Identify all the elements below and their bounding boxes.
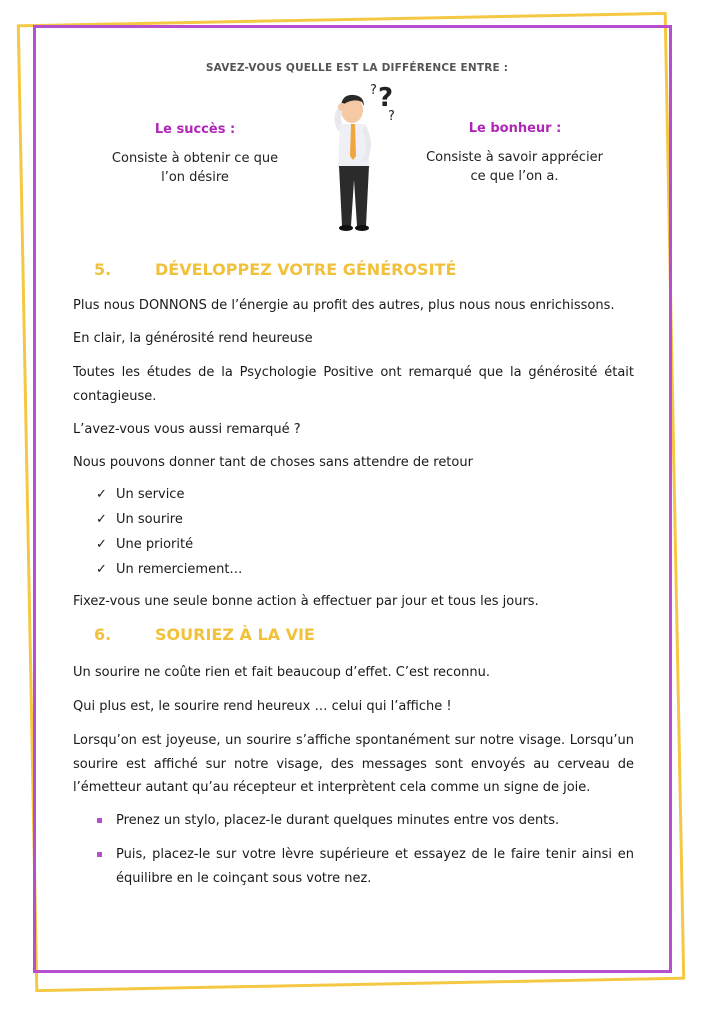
happiness-text xyxy=(412,148,617,186)
check-icon: ✓ xyxy=(96,512,107,527)
bullet-item-text: Prenez un stylo, placez-le durant quelques minutes entre vos dents. xyxy=(116,813,560,828)
success-text xyxy=(95,149,295,187)
check-item-label: Un sourire xyxy=(116,512,183,527)
section-5-heading xyxy=(94,260,456,279)
check-item-label: Un remerciement… xyxy=(116,562,243,577)
paragraph-4: L’avez-vous vous aussi remarqué ? xyxy=(73,422,301,437)
check-item xyxy=(96,508,634,532)
paragraph-1: Plus nous DONNONS de l’énergie au profit des autres, plus nous nous enrichissons. xyxy=(73,298,615,313)
check-item xyxy=(96,483,634,507)
svg-text:?: ? xyxy=(378,83,394,113)
check-icon: ✓ xyxy=(96,487,107,502)
happiness-line-2: ce que l’on a. xyxy=(470,169,559,184)
check-icon: ✓ xyxy=(96,537,107,552)
bullet-item-text: Puis, placez-le sur votre lèvre supérieure et essayez de le faire tenir ainsi en équilibre en le coinçant sous votre nez. xyxy=(116,847,634,886)
section-6-title: SOURIEZ À LA VIE xyxy=(155,625,315,644)
paragraph-7: Un sourire ne coûte rien et fait beaucoup d’effet. C’est reconnu. xyxy=(73,665,490,680)
check-item-label: Une priorité xyxy=(116,537,194,552)
check-item xyxy=(96,558,634,582)
check-item xyxy=(96,533,634,557)
svg-text:?: ? xyxy=(388,109,395,124)
svg-text:?: ? xyxy=(370,83,377,98)
paragraph-5: Nous pouvons donner tant de choses sans attendre de retour xyxy=(73,455,473,470)
happiness-line-1: Consiste à savoir apprécier xyxy=(426,150,603,165)
bullet-item xyxy=(96,809,634,833)
check-item-label: Un service xyxy=(116,487,185,502)
paragraph-9: Lorsqu’on est joyeuse, un sourire s’affiche spontanément sur notre visage. Lorsqu’un sourire est affiché sur notre visage, des messages sont envoyés au cerveau de l’émetteur autant qu’au récepteur et interprètent cela comme un signe de joie. xyxy=(73,733,634,795)
section-6-number: 6. xyxy=(94,625,112,644)
square-bullet-icon xyxy=(97,818,102,823)
square-bullet-icon xyxy=(97,852,102,857)
section-5-title: DÉVELOPPEZ VOTRE GÉNÉROSITÉ xyxy=(155,260,457,279)
success-title: Le succès : xyxy=(154,122,236,137)
bullet-item xyxy=(96,843,634,890)
success-line-2: l’on désire xyxy=(161,170,229,185)
puzzled-man-illustration xyxy=(310,76,410,236)
check-icon: ✓ xyxy=(96,562,107,577)
paragraph-8: Qui plus est, le sourire rend heureux … celui qui l’affiche ! xyxy=(73,699,452,714)
paragraph-3: Toutes les études de la Psychologie Positive ont remarqué que la générosité était contagieuse. xyxy=(73,365,634,404)
section-5-number: 5. xyxy=(94,260,112,279)
paragraph-6: Fixez-vous une seule bonne action à effectuer par jour et tous les jours. xyxy=(73,594,539,609)
page-header: SAVEZ-VOUS QUELLE EST LA DIFFÉRENCE ENTRE : xyxy=(205,62,509,74)
section-6-heading xyxy=(94,625,315,644)
paragraph-2: En clair, la générosité rend heureuse xyxy=(73,331,313,346)
happiness-title: Le bonheur : xyxy=(468,121,562,136)
success-line-1: Consiste à obtenir ce que xyxy=(111,151,279,166)
